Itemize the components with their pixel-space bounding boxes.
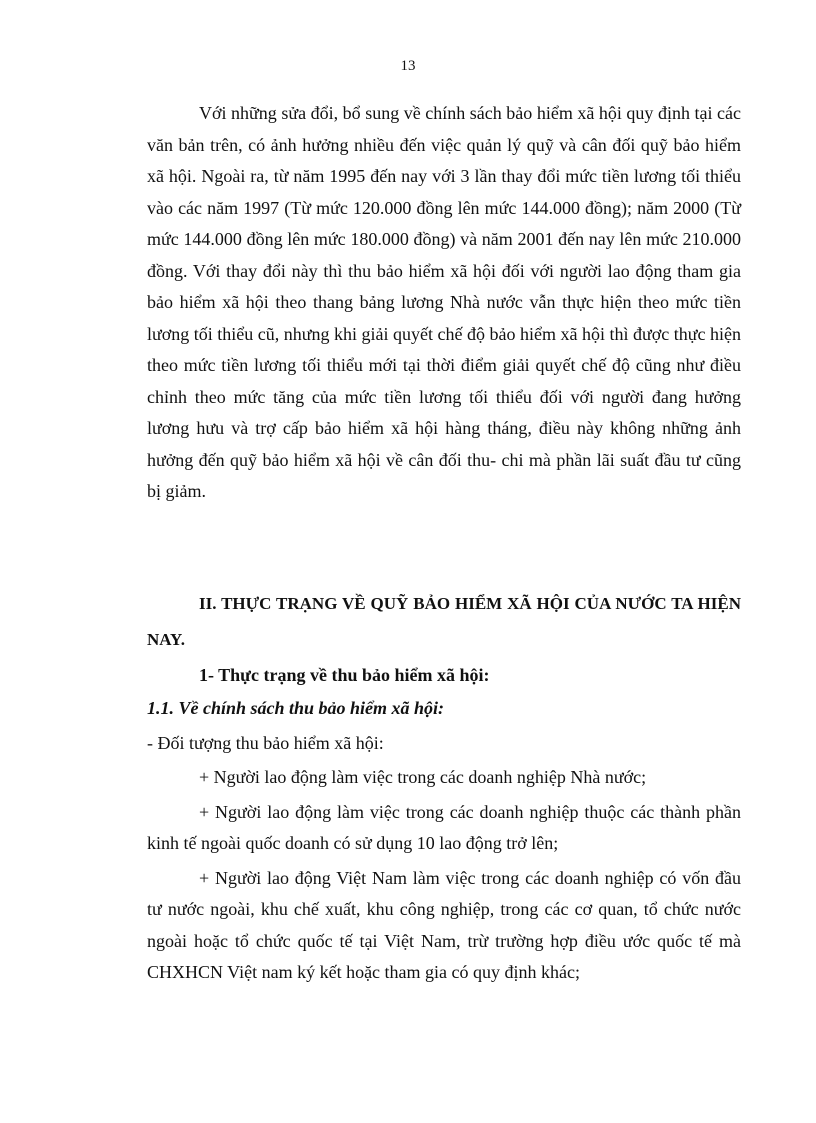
- subsection-heading: 1- Thực trạng về thu bảo hiểm xã hội:: [199, 664, 490, 685]
- list-item: + Người lao động làm việc trong các doanh nghiệp Nhà nước;: [199, 767, 647, 787]
- list-intro: - Đối tượng thu bảo hiểm xã hội:: [147, 732, 384, 753]
- page-body: [147, 98, 741, 989]
- list-item: + Người lao động Việt Nam làm việc trong các doanh nghiệp có vốn đầu tư nước ngoài, khu chế xuất, khu công nghiệp, trong các cơ quan, tổ chức nước ngoài hoặc tổ chức quốc tế tại Việt Nam, trừ trường hợp điều ước quốc tế mà CHXHCN Việt nam ký kết hoặc tham gia có quy định khác;: [147, 867, 741, 982]
- body-paragraph: Với những sửa đổi, bổ sung về chính sách bảo hiểm xã hội quy định tại các văn bản trên, có ảnh hưởng nhiều đến việc quản lý quỹ và cân đối quỹ bảo hiểm xã hội. Ngoài ra, từ năm 1995 đến nay với 3 lần thay đổi mức tiền lương tối thiểu vào các năm 1997 (Từ mức 120.000 đồng lên mức 144.000 đồng); năm 2000 (Từ mức 144.000 đồng lên mức 180.000 đồng) và năm 2001 đến nay lên mức 210.000 đồng. Với thay đổi này thì thu bảo hiểm xã hội đối với người lao động tham gia bảo hiểm xã hội theo thang bảng lương Nhà nước vẫn thực hiện theo mức tiền lương tối thiểu cũ, nhưng khi giải quyết chế độ bảo hiểm xã hội thì được thực hiện theo mức tiền lương tối thiểu mới tại thời điểm giải quyết chế độ cũng như điều chỉnh theo mức tăng của mức tiền lương tối thiểu đối với người đang hưởng lương hưu và trợ cấp bảo hiểm xã hội hàng tháng, điều này không những ảnh hưởng đến quỹ bảo hiểm xã hội về cân đối thu- chi mà phần lãi suất đầu tư cũng bị giảm.: [147, 103, 741, 501]
- list-item: + Người lao động làm việc trong các doanh nghiệp thuộc các thành phần kinh tế ngoài quốc doanh có sử dụng 10 lao động trở lên;: [147, 801, 741, 853]
- section-heading: II. THỰC TRẠNG VỀ QUỸ BẢO HIỂM XÃ HỘI CỦA NƯỚC TA HIỆN NAY.: [147, 593, 741, 649]
- subsubsection-heading: 1.1. Về chính sách thu bảo hiểm xã hội:: [147, 698, 445, 718]
- page-number: 13: [400, 58, 416, 74]
